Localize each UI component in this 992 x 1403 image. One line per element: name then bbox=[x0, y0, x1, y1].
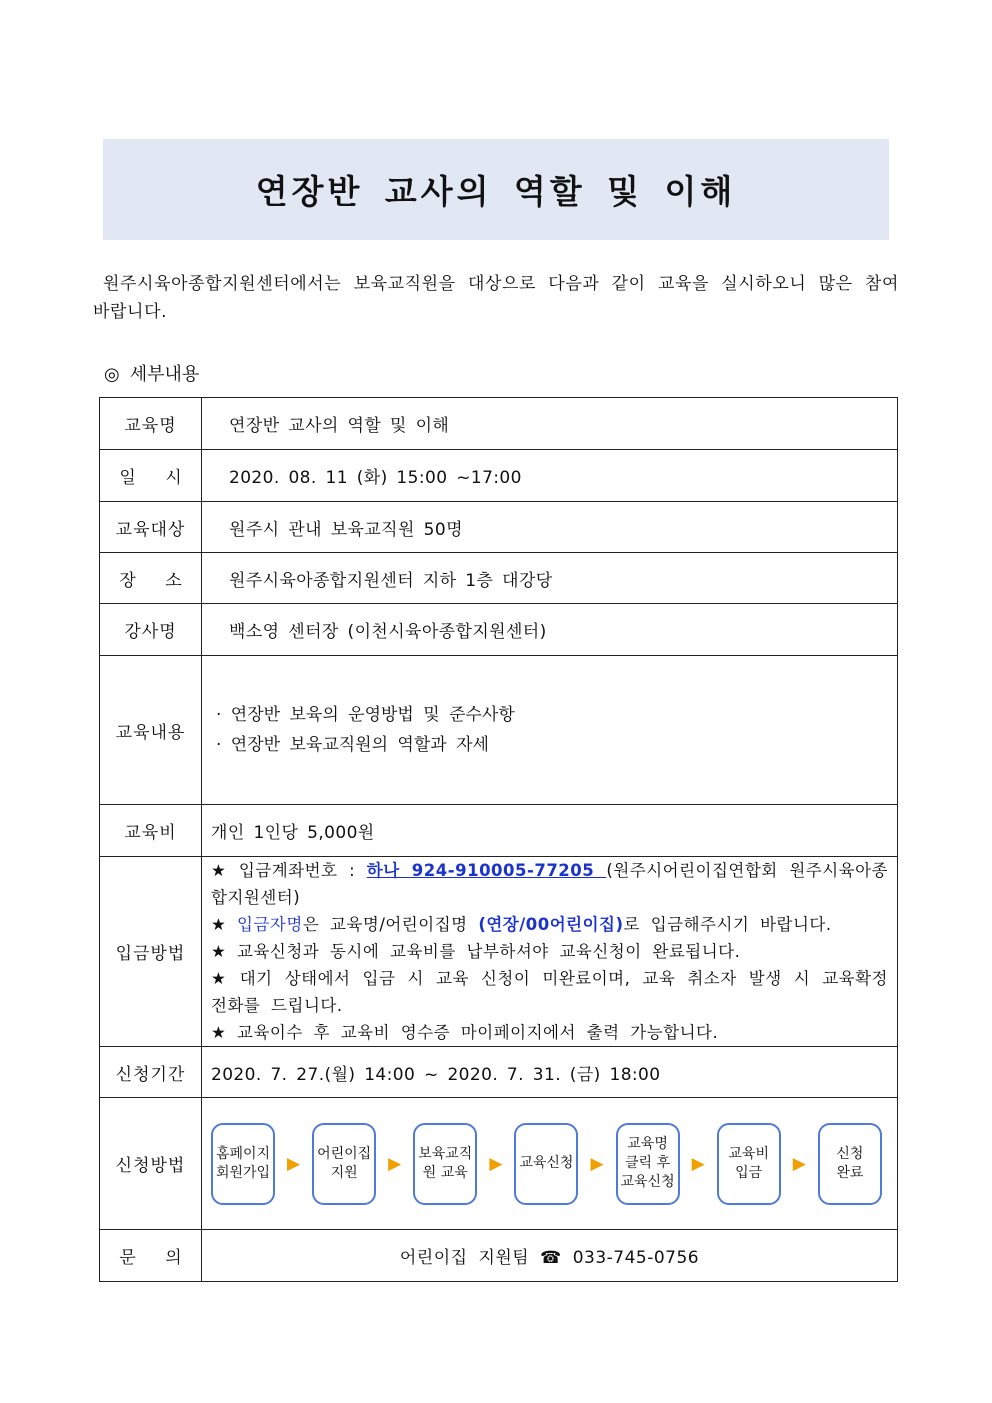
row-label: 입금방법 bbox=[100, 857, 202, 1047]
table-row-place bbox=[100, 553, 898, 604]
step-box: 교육명 클릭 후 교육신청 bbox=[616, 1123, 680, 1205]
payment-value bbox=[202, 857, 898, 1047]
row-label: 교육대상 bbox=[100, 502, 202, 553]
row-label: 일 시 bbox=[100, 450, 202, 502]
table-row-name bbox=[100, 398, 898, 450]
table-row-target bbox=[100, 502, 898, 553]
arrow-right-icon: ▶ bbox=[792, 1153, 806, 1174]
arrow-right-icon: ▶ bbox=[590, 1153, 604, 1174]
row-label: 교육비 bbox=[100, 805, 202, 857]
place-value: 원주시육아종합지원센터 지하 1층 대강당 bbox=[202, 553, 898, 604]
course-name-value: 연장반 교사의 역할 및 이해 bbox=[202, 398, 898, 450]
star-icon: ★ bbox=[211, 861, 228, 880]
table-row-lecturer bbox=[100, 604, 898, 656]
period-value: 2020. 7. 27.(월) 14:00 ~ 2020. 7. 31. (금) 18:00 bbox=[202, 1047, 898, 1098]
row-label: 강사명 bbox=[100, 604, 202, 656]
row-label: 교육명 bbox=[100, 398, 202, 450]
step-box: 홈페이지 회원가입 bbox=[211, 1123, 275, 1205]
star-icon: ★ bbox=[211, 969, 228, 988]
table-row-contact bbox=[100, 1230, 898, 1282]
lecturer-value: 백소영 센터장 (이천시육아종합지원센터) bbox=[202, 604, 898, 656]
row-label: 문 의 bbox=[100, 1230, 202, 1282]
table-row-content bbox=[100, 656, 898, 805]
datetime-value: 2020. 08. 11 (화) 15:00 ~17:00 bbox=[202, 450, 898, 502]
payment-line-depositor: ★ 입금자명은 교육명/어린이집명 (연장/00어린이집)로 입금해주시기 바랍니다. bbox=[211, 915, 832, 934]
target-value: 원주시 관내 보육교직원 50명 bbox=[202, 502, 898, 553]
star-icon: ★ bbox=[211, 942, 227, 961]
step-box: 교육신청 bbox=[514, 1123, 578, 1205]
payment-line-complete: ★ 교육신청과 동시에 교육비를 납부하셔야 교육신청이 완료됩니다. bbox=[211, 942, 741, 961]
content-item: · 연장반 보육교직원의 역할과 자세 bbox=[216, 735, 489, 755]
star-icon: ★ bbox=[211, 1023, 227, 1042]
arrow-right-icon: ▶ bbox=[287, 1153, 301, 1174]
arrow-right-icon: ▶ bbox=[489, 1153, 503, 1174]
payment-line-account: ★ 입금계좌번호 : 하나 924-910005-77205 (원주시어린이집연합회 원주시육아종합지원센터) bbox=[211, 861, 888, 907]
intro-paragraph: 원주시육아종합지원센터에서는 보육교직원을 대상으로 다음과 같이 교육을 실시하오니 많은 참여 바랍니다. bbox=[93, 274, 899, 322]
step-box: 신청 완료 bbox=[818, 1123, 882, 1205]
table-row-datetime bbox=[100, 450, 898, 502]
details-table bbox=[99, 397, 898, 1282]
star-icon: ★ bbox=[211, 915, 227, 934]
step-box: 교육비 입금 bbox=[717, 1123, 781, 1205]
payment-line-receipt: ★ 교육이수 후 교육비 영수증 마이페이지에서 출력 가능합니다. bbox=[211, 1023, 719, 1042]
row-label: 신청기간 bbox=[100, 1047, 202, 1098]
step-box: 보육교직 원 교육 bbox=[413, 1123, 477, 1205]
title-banner bbox=[103, 139, 889, 240]
table-row-period bbox=[100, 1047, 898, 1098]
table-row-method bbox=[100, 1098, 898, 1230]
step-box: 어린이집 지원 bbox=[312, 1123, 376, 1205]
arrow-right-icon: ▶ bbox=[388, 1153, 402, 1174]
double-circle-icon: ◎ bbox=[104, 364, 120, 385]
row-label: 교육내용 bbox=[100, 656, 202, 805]
method-value bbox=[202, 1098, 898, 1230]
arrow-right-icon: ▶ bbox=[691, 1153, 705, 1174]
section-label: 세부내용 bbox=[129, 364, 200, 385]
payment-line-waiting: ★ 대기 상태에서 입금 시 교육 신청이 미완료이며, 교육 취소자 발생 시 교육확정 전화를 드립니다. bbox=[211, 969, 888, 1015]
section-heading bbox=[104, 360, 199, 386]
contact-value: 어린이집 지원팀 ☎ 033-745-0756 bbox=[202, 1230, 898, 1282]
row-label: 장 소 bbox=[100, 553, 202, 604]
table-row-fee bbox=[100, 805, 898, 857]
row-label: 신청방법 bbox=[100, 1098, 202, 1230]
application-steps bbox=[202, 1123, 897, 1205]
table-row-payment bbox=[100, 857, 898, 1047]
document-title: 연장반 교사의 역할 및 이해 bbox=[255, 172, 737, 211]
fee-value: 개인 1인당 5,000원 bbox=[202, 805, 898, 857]
content-item: · 연장반 보육의 운영방법 및 준수사항 bbox=[216, 705, 515, 725]
account-number: 하나 924-910005-77205 bbox=[366, 861, 607, 880]
content-value bbox=[202, 656, 898, 805]
